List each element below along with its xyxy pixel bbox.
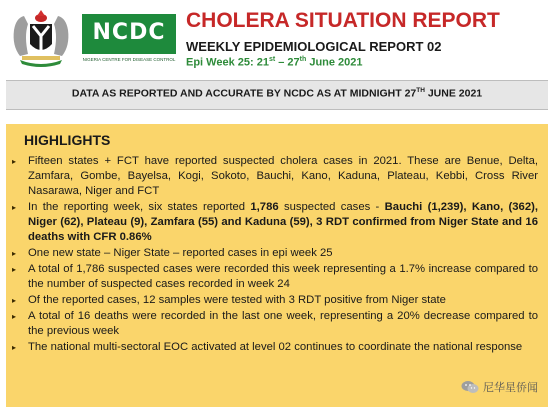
banner-prefix: DATA AS REPORTED AND ACCURATE BY NCDC AS AT MIDNIGHT 27	[71, 87, 417, 100]
highlight-item: ▸ Fifteen states + FCT have reported suspected cholera cases in 2021. These are Benue, Delta, Zamfara, Gombe, Bayelsa, Kogi, Sokoto, Bauchi, Kano, Kaduna, Plateau, Kebbi, Cross River Nasarawa, Niger and FCT	[12, 154, 538, 199]
highlight-item	[12, 200, 538, 245]
highlight-text: In the reporting week, six states reported	[28, 201, 251, 213]
epi-week-sup-1: st	[268, 56, 276, 63]
banner-sup: TH	[416, 87, 425, 94]
wechat-icon	[461, 380, 479, 394]
epi-week-sup-2: th	[299, 56, 307, 63]
report-header	[0, 0, 554, 80]
highlight-item: ▸ A total of 16 deaths were recorded in the last one week, representing a 20% decrease compared to the previous week	[12, 309, 538, 339]
ncdc-logo-text: NCDC	[92, 20, 166, 45]
highlight-bold-count: 1,786	[250, 201, 279, 213]
highlight-item: ▸ Of the reported cases, 12 samples were tested with 3 RDT positive from Niger state	[12, 293, 538, 308]
watermark-text: 尼华星侨闻	[483, 381, 538, 394]
highlight-item: ▸ The national multi-sectoral EOC activated at level 02 continues to coordinate the national response	[12, 340, 538, 355]
epi-week-middle: – 27	[275, 56, 300, 69]
ncdc-logo-subtext: NIGERIA CENTRE FOR DISEASE CONTROL	[82, 57, 176, 62]
report-subtitle: WEEKLY EPIDEMIOLOGICAL REPORT 02	[186, 39, 442, 54]
highlight-item: ▸ A total of 1,786 suspected cases were recorded this week representing a 1.7% increase compared to the number of suspected cases recorded in week 24	[12, 262, 538, 292]
highlights-list	[12, 154, 538, 355]
highlight-bold-states: Bauchi (1,239), Kano, (362), Niger (62), Plateau (9), Zamfara (55) and Kaduna (59), 3 RDT confirmed from Niger State and 16 deaths with CFR 0.86%	[28, 201, 539, 243]
highlight-item: ▸ One new state – Niger State – reported cases in epi week 25	[12, 246, 538, 261]
watermark	[461, 379, 538, 395]
banner-suffix: JUNE 2021	[424, 87, 483, 100]
epi-week-label	[186, 56, 363, 69]
ncdc-logo	[82, 14, 176, 64]
highlight-text: suspected cases -	[278, 201, 385, 213]
epi-week-prefix: Epi Week 25: 21	[186, 56, 269, 69]
highlights-panel	[6, 124, 548, 407]
highlights-title: HIGHLIGHTS	[24, 132, 111, 148]
report-title: CHOLERA SITUATION REPORT	[186, 9, 500, 32]
nigeria-coat-of-arms-icon	[10, 10, 72, 68]
banner-text	[6, 87, 548, 100]
data-accuracy-banner	[6, 80, 548, 110]
epi-week-suffix: June 2021	[306, 56, 363, 69]
